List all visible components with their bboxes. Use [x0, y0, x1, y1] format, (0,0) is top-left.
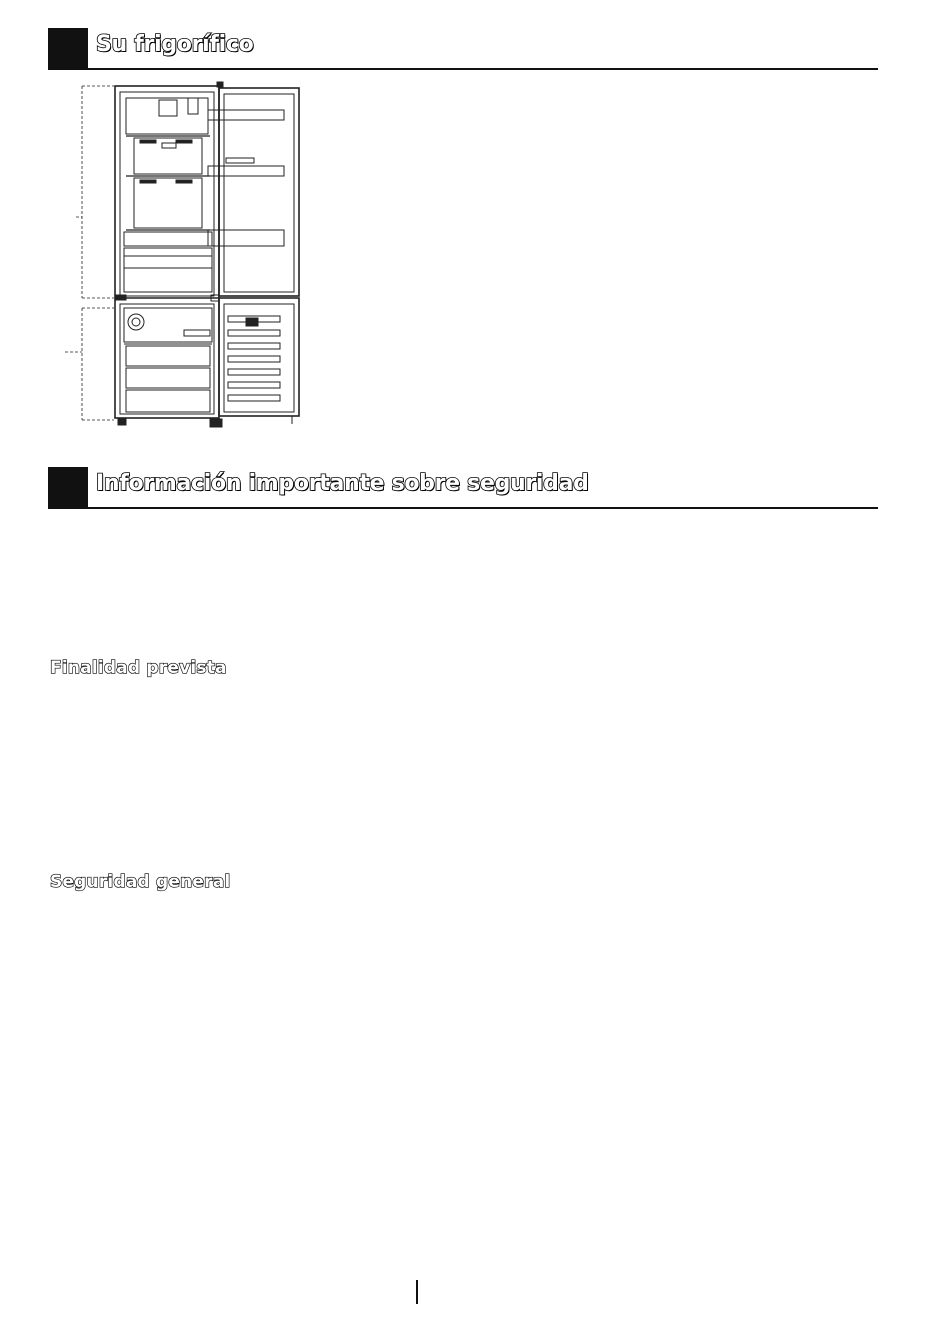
section-title: Información importante sobre seguridad [96, 471, 589, 496]
section-title: Su frigorífico [96, 32, 254, 57]
page-marker [416, 1280, 418, 1304]
subheading-seguridad-general: Seguridad general [50, 872, 231, 892]
dimension-guides [65, 86, 114, 420]
section-rule [88, 507, 878, 509]
section-marker-block [48, 28, 88, 70]
section-header-su-frigorifico [48, 28, 878, 70]
section-rule [88, 68, 878, 70]
section-marker-block [48, 467, 88, 509]
subheading-finalidad-prevista: Finalidad prevista [50, 658, 227, 678]
section-header-informacion-seguridad [48, 467, 878, 509]
fridge-diagram-icon [60, 80, 310, 430]
